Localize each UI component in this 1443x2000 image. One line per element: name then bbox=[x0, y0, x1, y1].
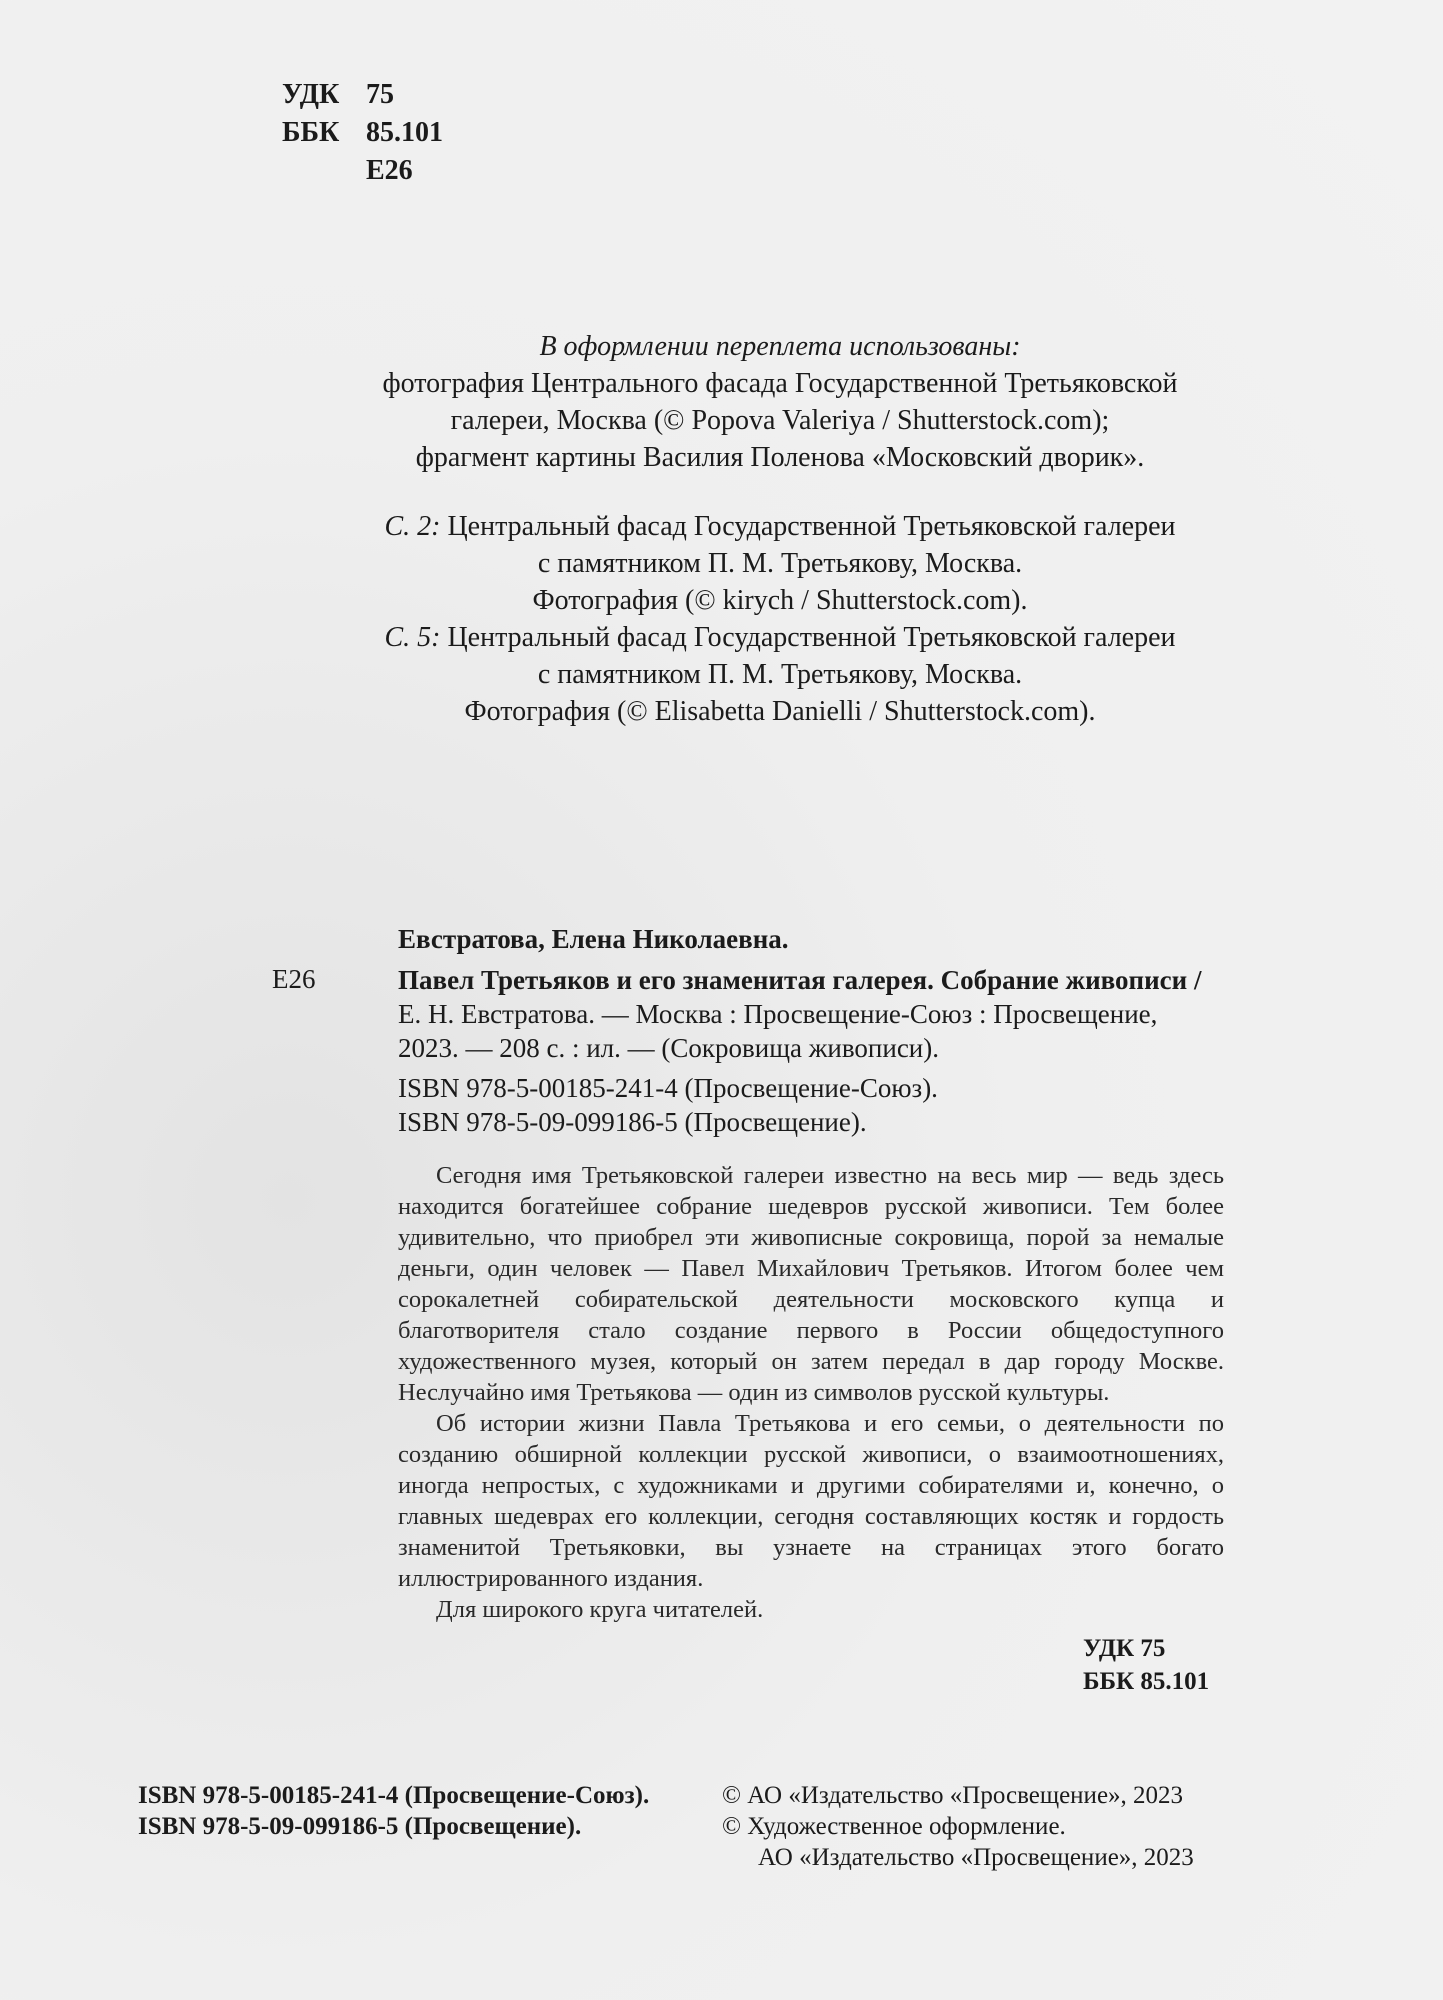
copyright-line: © АО «Издательство «Просвещение», 2023 bbox=[722, 1782, 1184, 1809]
isbn-line: ISBN 978-5-09-099186-5 (Просвещение). bbox=[138, 1813, 582, 1840]
bbk-row bbox=[282, 114, 443, 152]
card-title: Павел Третьяков и его знаменитая галерея. Собрание живописи / bbox=[398, 965, 1202, 995]
top-classification bbox=[282, 76, 443, 190]
p2-credit-line: С. 2: Центральный фасад Государственной Третьяковской галереи bbox=[384, 511, 1176, 542]
udk-label: УДК bbox=[282, 79, 340, 110]
p2-label: С. 2: bbox=[384, 511, 441, 542]
p5-credit-line: с памятником П. М. Третьякову, Москва. bbox=[537, 659, 1023, 690]
card-line: 2023. — 208 с. : ил. — (Сокровища живописи). bbox=[398, 1033, 939, 1063]
p5-label: С. 5: bbox=[384, 622, 441, 653]
copyright-line: © Художественное оформление. bbox=[722, 1813, 1066, 1840]
catalog-card bbox=[398, 963, 1258, 1139]
annotation-paragraph: Об истории жизни Павла Третьякова и его семьи, о деятельности по созданию обширной коллекции русской живописи, о взаимоотношениях, иногда непростых, с художниками и другими собирателями и, конечно, о главных шедеврах его коллекции, сегодня составляющих костяк и гордость знаменитой Третьяковки, вы узнаете на страницах этого богато иллюстрированного издания. bbox=[398, 1410, 1224, 1592]
author-mark: Е26 bbox=[366, 155, 413, 186]
author-mark-row bbox=[282, 152, 443, 190]
bottom-isbn bbox=[138, 1780, 649, 1842]
binding-line: фрагмент картины Василия Поленова «Московский дворик». bbox=[415, 442, 1145, 473]
isbn-line: ISBN 978-5-00185-241-4 (Просвещение-Союз). bbox=[138, 1782, 650, 1809]
card-line: Е. Н. Евстратова. — Москва : Просвещение-Союз : Просвещение, bbox=[398, 999, 1158, 1029]
bbk-label: ББК bbox=[282, 117, 340, 148]
bottom-udk: УДК 75 bbox=[1083, 1635, 1166, 1662]
binding-line: фотография Центрального фасада Государственной Третьяковской bbox=[382, 368, 1178, 399]
copyright-block bbox=[722, 1780, 1194, 1873]
annotation-paragraph: Сегодня имя Третьяковской галереи известно на весь мир — ведь здесь находится богатейшее собрание шедевров русской живописи. Тем более удивительно, что приобрел эти живописные сокровища, порой за немалые деньги, один человек — Павел Михайлович Третьяков. Итогом более чем сорокалетней собирательской деятельности московского купца и благотворителя стало создание первого в России общедоступного художественного музея, который он затем передал в дар городу Москве. Неслучайно имя Третьякова — один из символов русской культуры. bbox=[398, 1162, 1224, 1406]
binding-heading: В оформлении переплета использованы: bbox=[539, 331, 1021, 362]
p2-credit-line: с памятником П. М. Третьякову, Москва. bbox=[537, 548, 1023, 579]
bbk-value: 85.101 bbox=[366, 117, 443, 148]
card-author: Евстратова, Елена Николаевна. bbox=[398, 924, 789, 954]
p2-credit-line: Фотография (© kirych / Shutterstock.com). bbox=[532, 585, 1028, 616]
bottom-classification bbox=[1083, 1632, 1209, 1698]
bottom-bbk: ББК 85.101 bbox=[1083, 1668, 1210, 1695]
card-isbn: ISBN 978-5-09-099186-5 (Просвещение). bbox=[398, 1107, 867, 1137]
annotation-paragraph: Для широкого круга читателей. bbox=[436, 1596, 764, 1623]
card-code: Е26 bbox=[272, 964, 316, 994]
binding-line: галереи, Москва (© Popova Valeriya / Shutterstock.com); bbox=[450, 405, 1110, 436]
p5-credit-line: Фотография (© Elisabetta Danielli / Shutterstock.com). bbox=[464, 696, 1096, 727]
p5-credit-line: С. 5: Центральный фасад Государственной Третьяковской галереи bbox=[384, 622, 1176, 653]
image-credits bbox=[280, 328, 1280, 730]
udk-value: 75 bbox=[366, 79, 394, 110]
udk-row bbox=[282, 76, 443, 114]
annotation bbox=[398, 1160, 1224, 1625]
copyright-line: АО «Издательство «Просвещение», 2023 bbox=[758, 1844, 1194, 1871]
card-isbn: ISBN 978-5-00185-241-4 (Просвещение-Союз). bbox=[398, 1073, 938, 1103]
